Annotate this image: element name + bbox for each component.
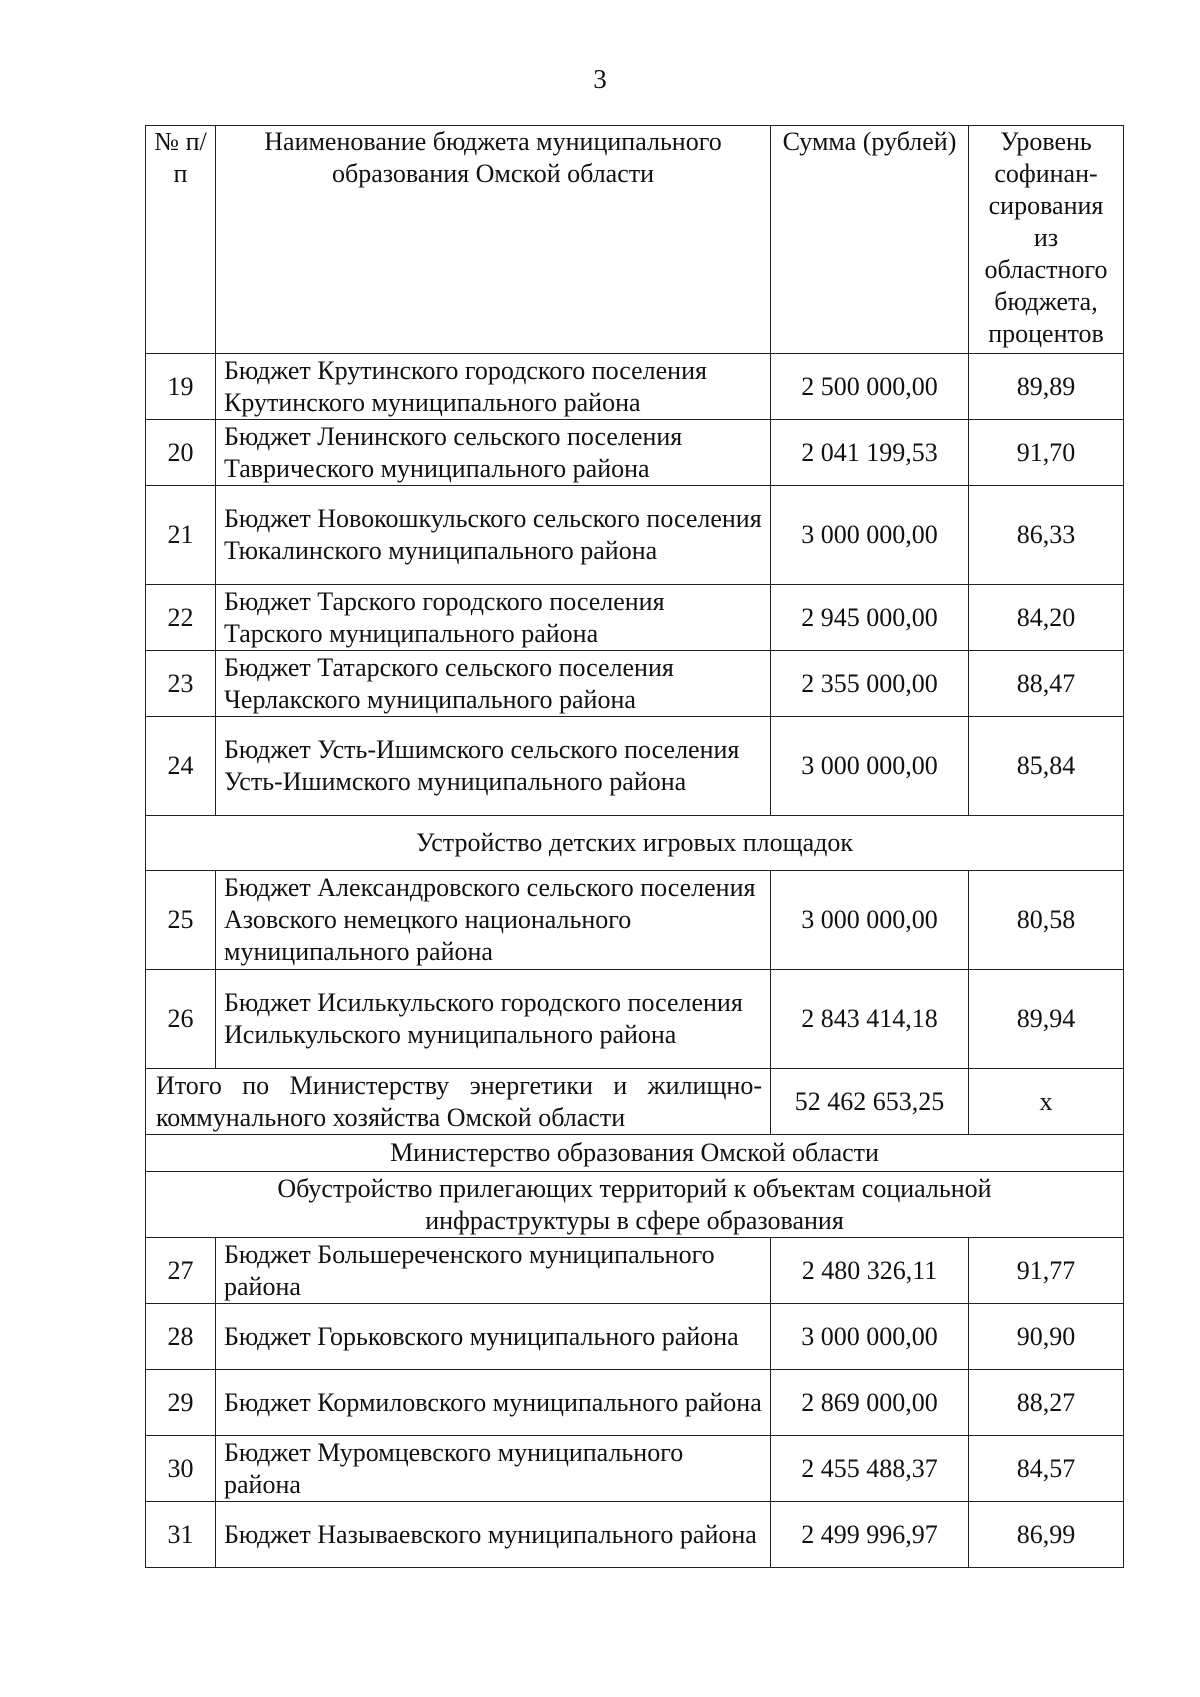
header-name: Наименование бюджета муниципального образования Омской области xyxy=(216,126,771,354)
row-pct: 86,99 xyxy=(969,1502,1124,1568)
section-title-ministry: Министерство образования Омской области xyxy=(146,1135,1124,1172)
row-sum: 2 480 326,11 xyxy=(771,1238,969,1304)
row-name: Бюджет Ленинского сельского поселения Таврического муниципального района xyxy=(216,420,771,486)
total-row xyxy=(146,1069,1124,1135)
row-sum: 3 000 000,00 xyxy=(771,486,969,585)
row-name: Бюджет Крутинского городского поселения Крутинского муниципального района xyxy=(216,354,771,420)
row-name: Бюджет Большереченского муниципального района xyxy=(216,1238,771,1304)
row-name: Бюджет Новокошкульского сельского поселения Тюкалинского муниципального района xyxy=(216,486,771,585)
row-name: Бюджет Тарского городского поселения Тарского муниципального района xyxy=(216,585,771,651)
table-row xyxy=(146,1304,1124,1370)
row-num: 27 xyxy=(146,1238,216,1304)
table-row xyxy=(146,1436,1124,1502)
row-pct: 89,94 xyxy=(969,970,1124,1069)
row-num: 25 xyxy=(146,871,216,970)
row-pct: 89,89 xyxy=(969,354,1124,420)
table-header-row xyxy=(146,126,1124,354)
table-row xyxy=(146,1370,1124,1436)
table-row xyxy=(146,354,1124,420)
row-num: 20 xyxy=(146,420,216,486)
row-sum: 3 000 000,00 xyxy=(771,871,969,970)
header-num: № п/п xyxy=(146,126,216,354)
row-pct: 80,58 xyxy=(969,871,1124,970)
row-sum: 2 499 996,97 xyxy=(771,1502,969,1568)
page-number: 3 xyxy=(593,64,607,94)
table-row xyxy=(146,486,1124,585)
table-row xyxy=(146,420,1124,486)
row-pct: 86,33 xyxy=(969,486,1124,585)
row-name: Бюджет Усть-Ишимского сельского поселения Усть-Ишимского муниципального района xyxy=(216,717,771,816)
row-pct: 88,27 xyxy=(969,1370,1124,1436)
table-row xyxy=(146,1238,1124,1304)
row-name: Бюджет Кормиловского муниципального района xyxy=(216,1370,771,1436)
row-sum: 2 355 000,00 xyxy=(771,651,969,717)
table-row xyxy=(146,585,1124,651)
row-num: 31 xyxy=(146,1502,216,1568)
header-sum: Сумма (рублей) xyxy=(771,126,969,354)
row-pct: 90,90 xyxy=(969,1304,1124,1370)
row-num: 30 xyxy=(146,1436,216,1502)
row-num: 24 xyxy=(146,717,216,816)
section-row xyxy=(146,816,1124,871)
row-pct: 85,84 xyxy=(969,717,1124,816)
budget-table xyxy=(145,125,1124,1568)
section-row xyxy=(146,1172,1124,1238)
total-sum: 52 462 653,25 xyxy=(771,1069,969,1135)
table-row xyxy=(146,1502,1124,1568)
row-sum: 2 500 000,00 xyxy=(771,354,969,420)
header-pct: Уровень софинан-сирования из областного бюджета, процентов xyxy=(969,126,1124,354)
row-pct: 84,57 xyxy=(969,1436,1124,1502)
row-name: Бюджет Горьковского муниципального района xyxy=(216,1304,771,1370)
section-title-playgrounds: Устройство детских игровых площадок xyxy=(146,816,1124,871)
row-num: 22 xyxy=(146,585,216,651)
total-label: Итого по Министерству энергетики и жилищно-коммунального хозяйства Омской области xyxy=(146,1069,771,1135)
row-name: Бюджет Называевского муниципального района xyxy=(216,1502,771,1568)
row-pct: 84,20 xyxy=(969,585,1124,651)
row-name: Бюджет Татарского сельского поселения Черлакского муниципального района xyxy=(216,651,771,717)
row-sum: 2 455 488,37 xyxy=(771,1436,969,1502)
row-pct: 91,70 xyxy=(969,420,1124,486)
row-sum: 2 843 414,18 xyxy=(771,970,969,1069)
row-num: 29 xyxy=(146,1370,216,1436)
row-name: Бюджет Муромцевского муниципального района xyxy=(216,1436,771,1502)
section-title-territories: Обустройство прилегающих территорий к объектам социальной инфраструктуры в сфере образования xyxy=(146,1172,1124,1238)
row-sum: 2 869 000,00 xyxy=(771,1370,969,1436)
table-row xyxy=(146,717,1124,816)
row-pct: 88,47 xyxy=(969,651,1124,717)
row-num: 19 xyxy=(146,354,216,420)
total-pct: x xyxy=(969,1069,1124,1135)
row-sum: 3 000 000,00 xyxy=(771,1304,969,1370)
row-pct: 91,77 xyxy=(969,1238,1124,1304)
row-name: Бюджет Исилькульского городского поселения Исилькульского муниципального района xyxy=(216,970,771,1069)
table-row xyxy=(146,970,1124,1069)
row-num: 21 xyxy=(146,486,216,585)
row-name: Бюджет Александровского сельского поселения Азовского немецкого национального муниципального района xyxy=(216,871,771,970)
table-row xyxy=(146,871,1124,970)
row-num: 23 xyxy=(146,651,216,717)
row-num: 26 xyxy=(146,970,216,1069)
row-sum: 3 000 000,00 xyxy=(771,717,969,816)
row-sum: 2 041 199,53 xyxy=(771,420,969,486)
table-row xyxy=(146,651,1124,717)
row-sum: 2 945 000,00 xyxy=(771,585,969,651)
row-num: 28 xyxy=(146,1304,216,1370)
section-row xyxy=(146,1135,1124,1172)
